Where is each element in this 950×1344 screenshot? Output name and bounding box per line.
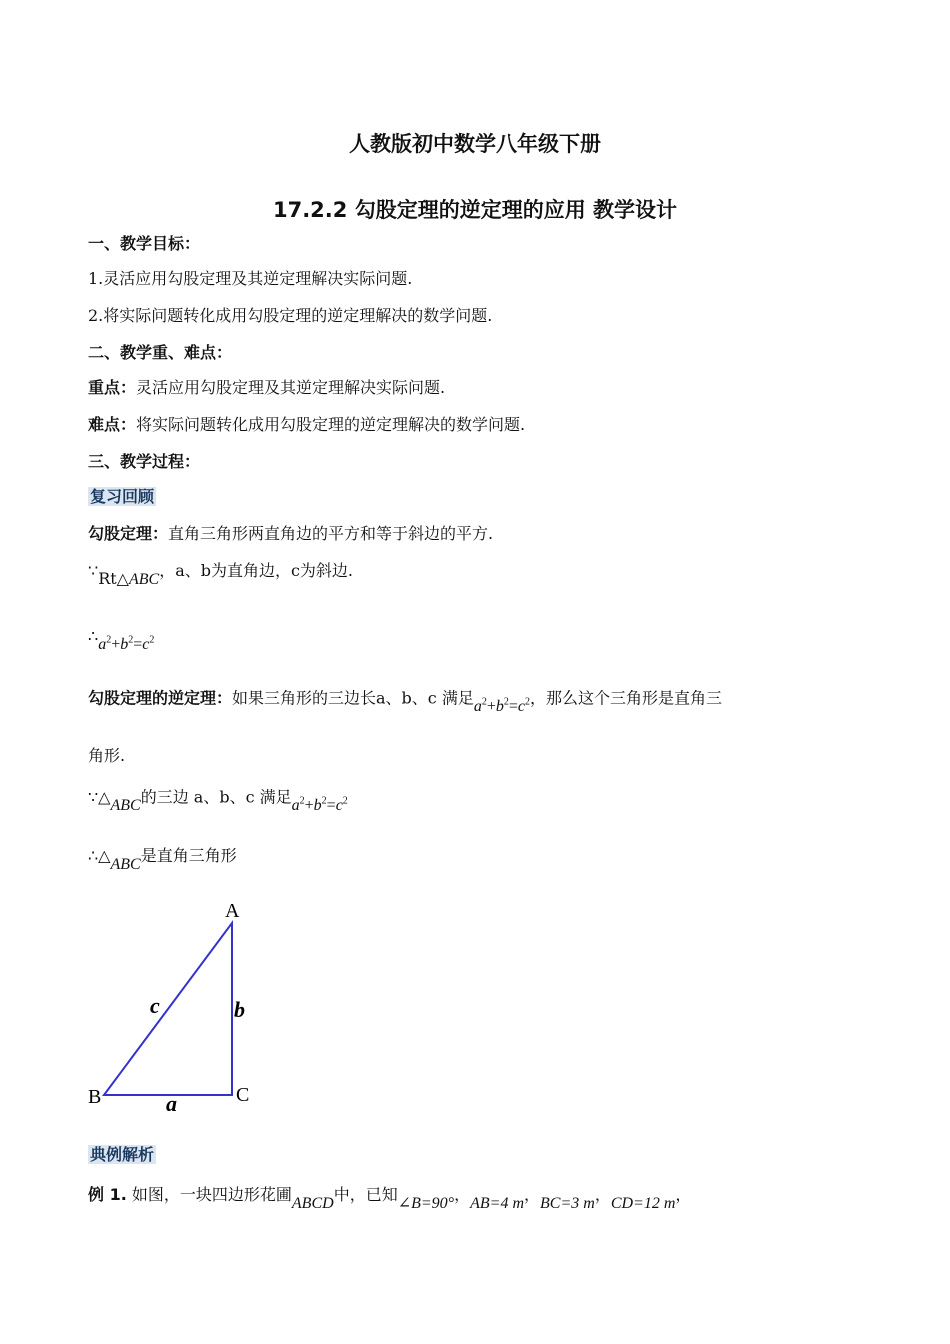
lesson-title: 17.2.2 勾股定理的逆定理的应用 教学设计	[272, 198, 678, 222]
side-b-label: b	[234, 997, 245, 1022]
therefore-triangle-symbol: ∴△	[88, 846, 111, 865]
converse-text: 如果三角形的三边长a、b、c 满足	[232, 688, 474, 708]
key-point-label: 重点：	[88, 378, 137, 397]
converse-tail: ，那么这个三角形是直角三	[530, 688, 723, 708]
example-label: 例 1.	[88, 1185, 127, 1204]
pythagorean-equation-3: $a^2+b^2=c^2$	[291, 796, 348, 815]
vertex-b-label: B	[88, 1086, 102, 1108]
because-line-2	[88, 783, 348, 815]
example-text-2: 中，已知	[333, 1185, 398, 1204]
example-tag: 典例解析	[90, 1145, 155, 1164]
rt-prefix: Rt△	[98, 569, 129, 588]
comma-1: ，	[454, 1185, 471, 1204]
review-tag: 复习回顾	[90, 487, 155, 506]
triangle-abc: ABC	[128, 571, 160, 588]
objective-2: 2.将实际问题转化成用勾股定理的逆定理解决的数学问题.	[88, 306, 493, 325]
triangle-abc-3: ABC	[110, 856, 141, 873]
vertex-c-label: C	[236, 1084, 250, 1106]
difficult-point	[88, 414, 525, 436]
example-text-1: 如图，一块四边形花圃	[131, 1185, 292, 1204]
pythagorean-equation-2: $a^2+b^2=c^2$	[473, 697, 531, 716]
side-cd: CD=12 m	[610, 1195, 676, 1212]
converse-theorem	[88, 684, 723, 716]
because-line-1	[88, 560, 354, 588]
pythagorean-theorem	[88, 523, 493, 545]
angle-b: ∠B=90°	[397, 1195, 455, 1212]
section-heading-keypoints: 二、教学重、难点：	[88, 343, 233, 362]
comma-4: ，	[675, 1185, 692, 1204]
therefore-2-tail: 是直角三角形	[140, 846, 237, 865]
therefore-line-1	[88, 622, 155, 654]
because-symbol: ∵	[88, 561, 99, 580]
right-triangle-figure	[80, 895, 270, 1125]
example-1	[88, 1184, 692, 1212]
key-point-text: 灵活应用勾股定理及其逆定理解决实际问题.	[136, 378, 446, 397]
pythagorean-equation-1: $a^2+b^2=c^2$	[98, 635, 155, 654]
review-section-tag	[88, 486, 156, 508]
comma-2: ，	[524, 1185, 541, 1204]
objective-1: 1.灵活应用勾股定理及其逆定理解决实际问题.	[88, 269, 413, 288]
because-tail: ，a、b为直角边，c为斜边.	[159, 561, 354, 580]
example-section-tag	[88, 1144, 156, 1166]
section-heading-objectives: 一、教学目标：	[88, 234, 201, 253]
document-title: 人教版初中数学八年级下册	[349, 132, 601, 156]
theorem-text: 直角三角形两直角边的平方和等于斜边的平方.	[168, 524, 494, 543]
rt-triangle	[98, 569, 159, 588]
therefore-symbol: ∴	[88, 626, 99, 646]
because-triangle-symbol: ∵△	[88, 787, 111, 807]
side-c-label: c	[150, 993, 160, 1018]
key-point	[88, 377, 445, 399]
comma-3: ，	[594, 1185, 611, 1204]
converse-label: 勾股定理的逆定理：	[88, 688, 233, 708]
vertex-a-label: A	[225, 900, 240, 922]
section-heading-process: 三、教学过程：	[88, 452, 201, 471]
difficult-point-text: 将实际问题转化成用勾股定理的逆定理解决的数学问题.	[136, 415, 526, 434]
theorem-label: 勾股定理：	[88, 524, 169, 543]
triangle-outline	[104, 923, 232, 1095]
side-a-label: a	[166, 1091, 177, 1116]
because-2-tail: 的三边 a、b、c 满足	[140, 787, 292, 807]
quadrilateral-abcd: ABCD	[291, 1195, 334, 1212]
triangle-abc-2: ABC	[110, 797, 141, 815]
difficult-point-label: 难点：	[88, 415, 137, 434]
side-ab: AB=4 m	[470, 1195, 524, 1212]
converse-continuation: 角形.	[88, 746, 126, 765]
therefore-line-2	[88, 845, 237, 873]
side-bc: BC=3 m	[540, 1195, 595, 1212]
